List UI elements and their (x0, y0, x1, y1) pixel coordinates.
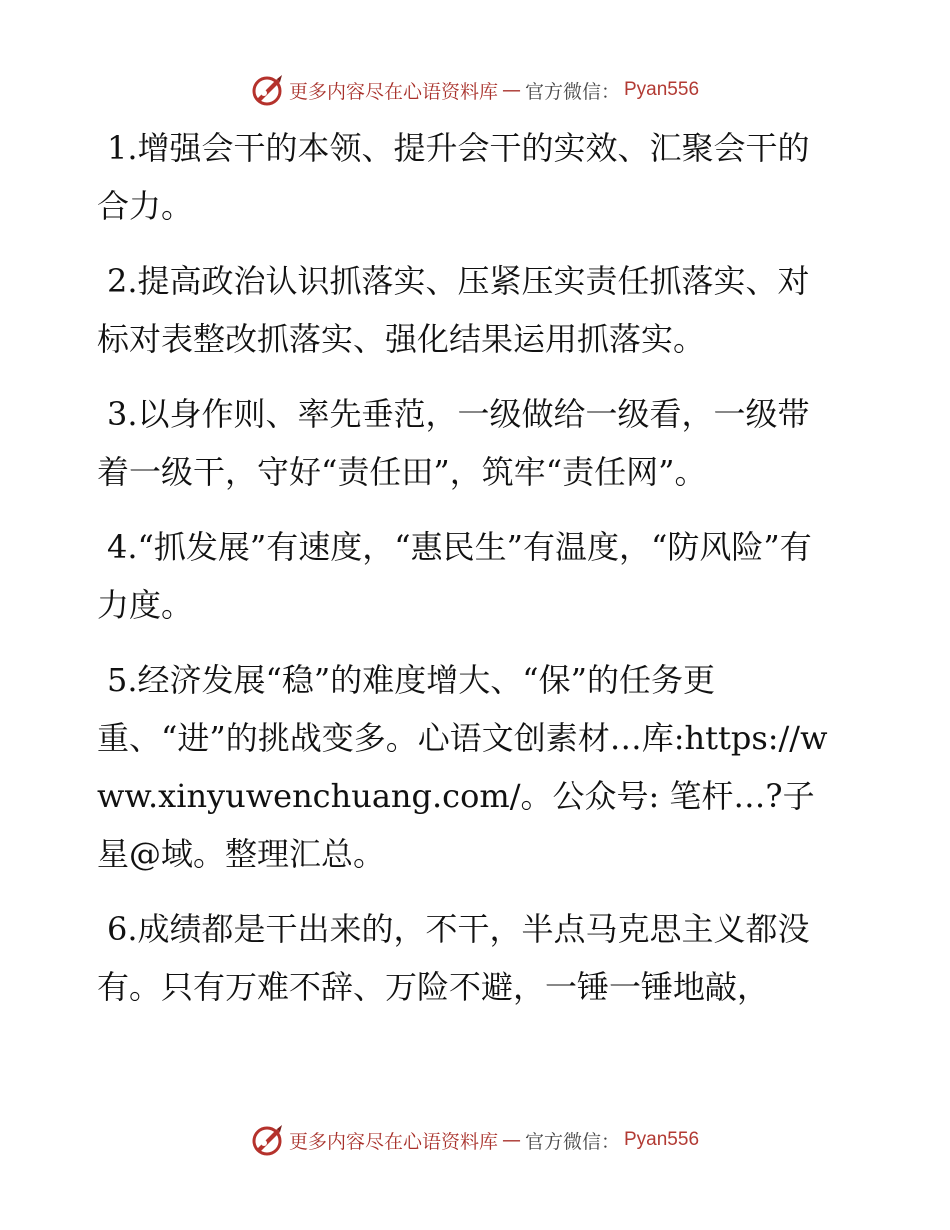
paragraph-5: 5.经济发展“稳”的难度增大、“保”的任务更重、“进”的挑战变多。心语文创素材…库:https://www.xinyuwenchuang.com/。公众号: 笔杆…?子星@域。整理汇总。 (97, 661, 828, 873)
header-wechat-id: Pyan556 (624, 79, 700, 100)
footer-dash: — (501, 1129, 521, 1151)
paragraph-6: 6.成绩都是干出来的，不干，半点马克思主义都没有。只有万难不辞、万险不避，一锤一锤地敲， (97, 910, 810, 1006)
header-dash: — (501, 79, 521, 101)
header-banner-inner (251, 73, 699, 107)
paragraph-1: 1.增强会干的本领、提升会干的实效、汇聚会干的合力。 (97, 129, 810, 225)
header-banner (0, 70, 950, 110)
footer-banner (0, 1120, 950, 1160)
footer-wechat-label: 官方微信： (524, 1130, 620, 1153)
header-wechat-label: 官方微信： (524, 80, 620, 103)
paragraph-2: 2.提高政治认识抓落实、压紧压实责任抓落实、对标对表整改抓落实、强化结果运用抓落实。 (97, 262, 810, 358)
paragraph-3: 3.以身作则、率先垂范，一级做给一级看，一级带着一级干，守好“责任田”，筑牢“责任网”。 (97, 395, 810, 491)
document-body (97, 119, 832, 1033)
footer-banner-inner (251, 1123, 699, 1157)
paragraph-4: 4.“抓发展”有速度，“惠民生”有温度，“防风险”有力度。 (97, 528, 812, 624)
quill-pen-circle-icon (251, 73, 285, 107)
quill-pen-circle-icon (251, 1123, 285, 1157)
footer-wechat-id: Pyan556 (624, 1129, 700, 1150)
footer-promo-text: 更多内容尽在心语资料库 (288, 1130, 498, 1153)
header-promo-text: 更多内容尽在心语资料库 (288, 80, 498, 103)
